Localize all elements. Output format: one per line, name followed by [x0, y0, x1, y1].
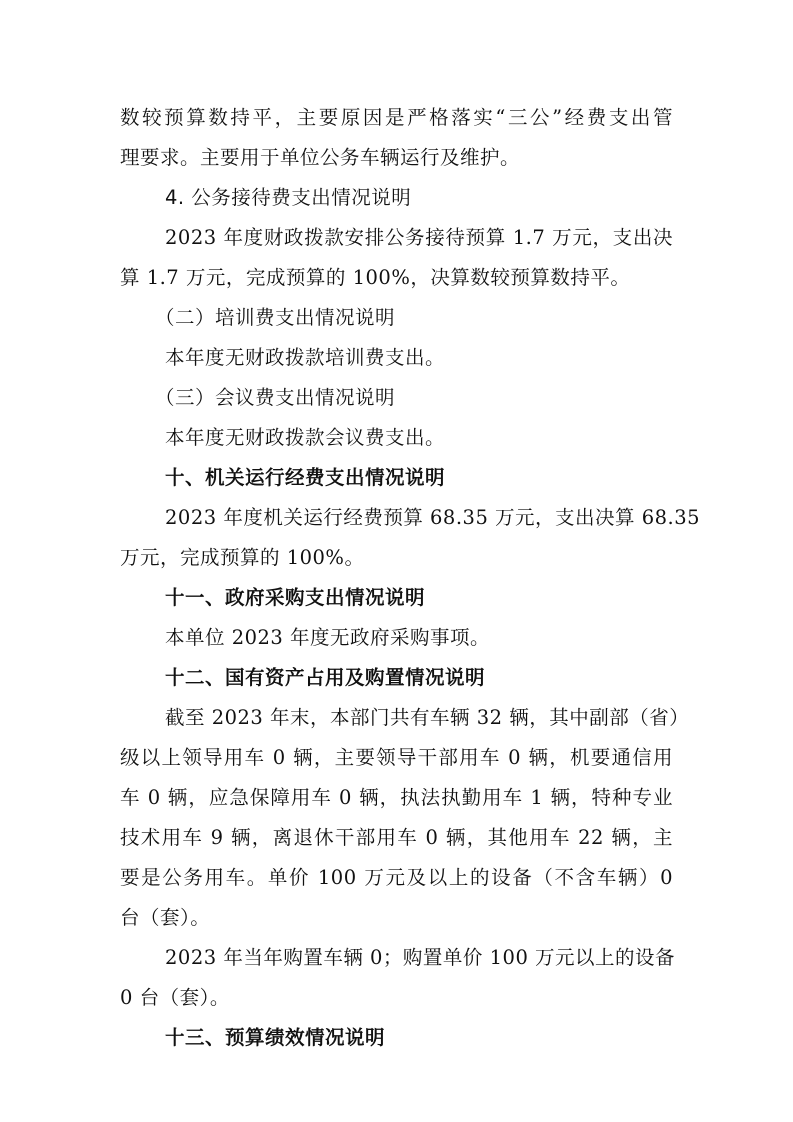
section-heading: 十三、预算绩效情况说明	[165, 1026, 386, 1049]
paragraph-line: 本年度无财政拨款会议费支出。	[165, 426, 446, 449]
paragraph-line: 本单位 2023 年度无政府采购事项。	[165, 626, 491, 649]
paragraph-line: 2023 年度机关运行经费预算 68.35 万元，支出决算 68.35	[165, 506, 701, 529]
paragraph-line: 0 台（套）。	[120, 986, 230, 1009]
paragraph-line: 截至 2023 年末，本部门共有车辆 32 辆，其中副部（省）	[165, 706, 690, 729]
paragraph-line: 级以上领导用车 0 辆，主要领导干部用车 0 辆，机要通信用	[120, 746, 673, 769]
paragraph-line: 要是公务用车。单价 100 万元及以上的设备（不含车辆）0	[120, 866, 673, 889]
paragraph-line: 技术用车 9 辆，离退休干部用车 0 辆，其他用车 22 辆，主	[120, 826, 673, 849]
paragraph-line: 本年度无财政拨款培训费支出。	[165, 346, 446, 369]
paragraph-line: 2023 年度财政拨款安排公务接待预算 1.7 万元，支出决	[165, 226, 673, 249]
subsection-heading: 4. 公务接待费支出情况说明	[165, 186, 412, 209]
paragraph-line: 台（套）。	[120, 906, 211, 929]
paragraph-line: 万元，完成预算的 100%。	[120, 546, 365, 569]
subsection-heading: （三）会议费支出情况说明	[155, 386, 396, 409]
section-heading: 十一、政府采购支出情况说明	[165, 586, 426, 609]
paragraph-line: 理要求。主要用于单位公务车辆运行及维护。	[120, 146, 521, 169]
paragraph-line: 数较预算数持平，主要原因是严格落实“三公”经费支出管	[120, 106, 673, 129]
paragraph-line: 2023 年当年购置车辆 0；购置单价 100 万元以上的设备	[165, 946, 676, 969]
section-heading: 十、机关运行经费支出情况说明	[165, 466, 446, 489]
section-heading: 十二、国有资产占用及购置情况说明	[165, 666, 486, 689]
subsection-heading: （二）培训费支出情况说明	[155, 306, 396, 329]
paragraph-line: 算 1.7 万元，完成预算的 100%，决算数较预算数持平。	[120, 266, 631, 289]
paragraph-line: 车 0 辆，应急保障用车 0 辆，执法执勤用车 1 辆，特种专业	[120, 786, 673, 809]
